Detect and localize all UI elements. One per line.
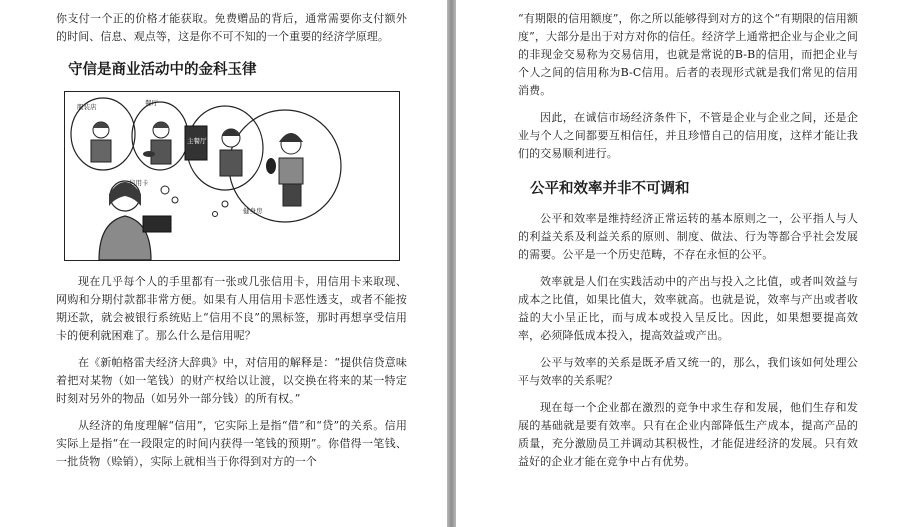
paragraph-dictionary-definition: 在《新帕格雷夫经济大辞典》中，对信用的解释是：“提供信贷意味着把对某物（如一笔钱）的财产权给以让渡，以交换在将来的某一特定时刻对另外的物品（如另外一部分钱）的所有权。”	[56, 356, 407, 405]
credit-card-illustration	[64, 91, 400, 261]
paragraph-economic-credit: 从经济的角度理解“信用”，它实际上是指“借”和“贷”的关系。信用实际上是指“在一段限定的时间内获得一笔钱的预期”。你借得一笔钱、一批货物（赊销），实际上就相当于你得到对方的一个	[56, 419, 407, 468]
intro-paragraph: 你支付一个正的价格才能获取。免费赠品的背后，通常需要你支付额外的时间、信息、观点等，这是你不可不知的一个重要的经济学原理。	[56, 12, 407, 43]
book-gutter	[447, 0, 456, 527]
left-page	[0, 0, 447, 527]
label-sign: 主餐厅	[187, 137, 207, 145]
paragraph-relationship-question: 公平与效率的关系是既矛盾又统一的，那么，我们该如何处理公平与效率的关系呢？	[518, 356, 858, 387]
label-clothing-store: 服装店	[77, 103, 97, 111]
label-restaurant: 餐厅	[145, 99, 158, 107]
paragraph-trust: 因此，在诚信市场经济条件下，不管是企业与企业之间，还是企业与个人之间都要互相信任，并且珍惜自己的信用度，这样才能让我们的交易顺利进行。	[518, 111, 858, 160]
section-heading-fairness: 公平和效率并非不可调和	[530, 181, 690, 197]
section-heading-credit: 守信是商业活动中的金科玉律	[68, 62, 257, 78]
paragraph-fairness-definition: 公平和效率是维持经济正常运转的基本原则之一，公平指人与人的利益关系及利益关系的原则、制度、做法、行为等都合乎社会发展的需要。公平是一个历史范畴，不存在永恒的公平。	[518, 212, 858, 261]
label-gym: 健身房	[243, 207, 263, 215]
paragraph-efficiency-definition: 效率就是人们在实践活动中的产出与投入之比值，或者叫效益与成本之比值，如果比值大，效率就高。也就是说，效率与产出或者收益的大小呈正比，而与成本或投入呈反比。因此，如果想要提高效率，必须降低成本投入，提高效益或产出。	[518, 275, 858, 342]
paragraph-credit-card: 现在几乎每个人的手里都有一张或几张信用卡，用信用卡来取现、网购和分期付款都非常方便。如果有人用信用卡恶性透支，或者不能按期还款，就会被银行系统贴上“信用不良”的黑标签，那时再想享受信用卡的便利就困难了。那么什么是信用呢？	[56, 275, 407, 342]
paragraph-credit-line: “有期限的信用额度”，你之所以能够得到对方的这个“有期限的信用额度”，大部分是出于对方对你的信任。经济学上通常把企业与企业之间的非现金交易称为交易信用，也就是常说的B-B的信用，而把企业与个人之间的信用称为B-C信用。后者的表现形式就是我们常见的信用消费。	[518, 12, 858, 97]
illustration-drawing	[65, 92, 399, 260]
label-card: 信用卡	[129, 179, 149, 187]
paragraph-enterprise-competition: 现在每一个企业都在激烈的竞争中求生存和发展，他们生存和发展的基础就是要有效率。只有在企业内部降低生产成本，提高产品的质量，充分激励员工并调动其积极性，才能促进经济的发展。只有效益好的企业才能在竞争中占有优势。	[518, 401, 858, 468]
right-page	[456, 0, 900, 527]
